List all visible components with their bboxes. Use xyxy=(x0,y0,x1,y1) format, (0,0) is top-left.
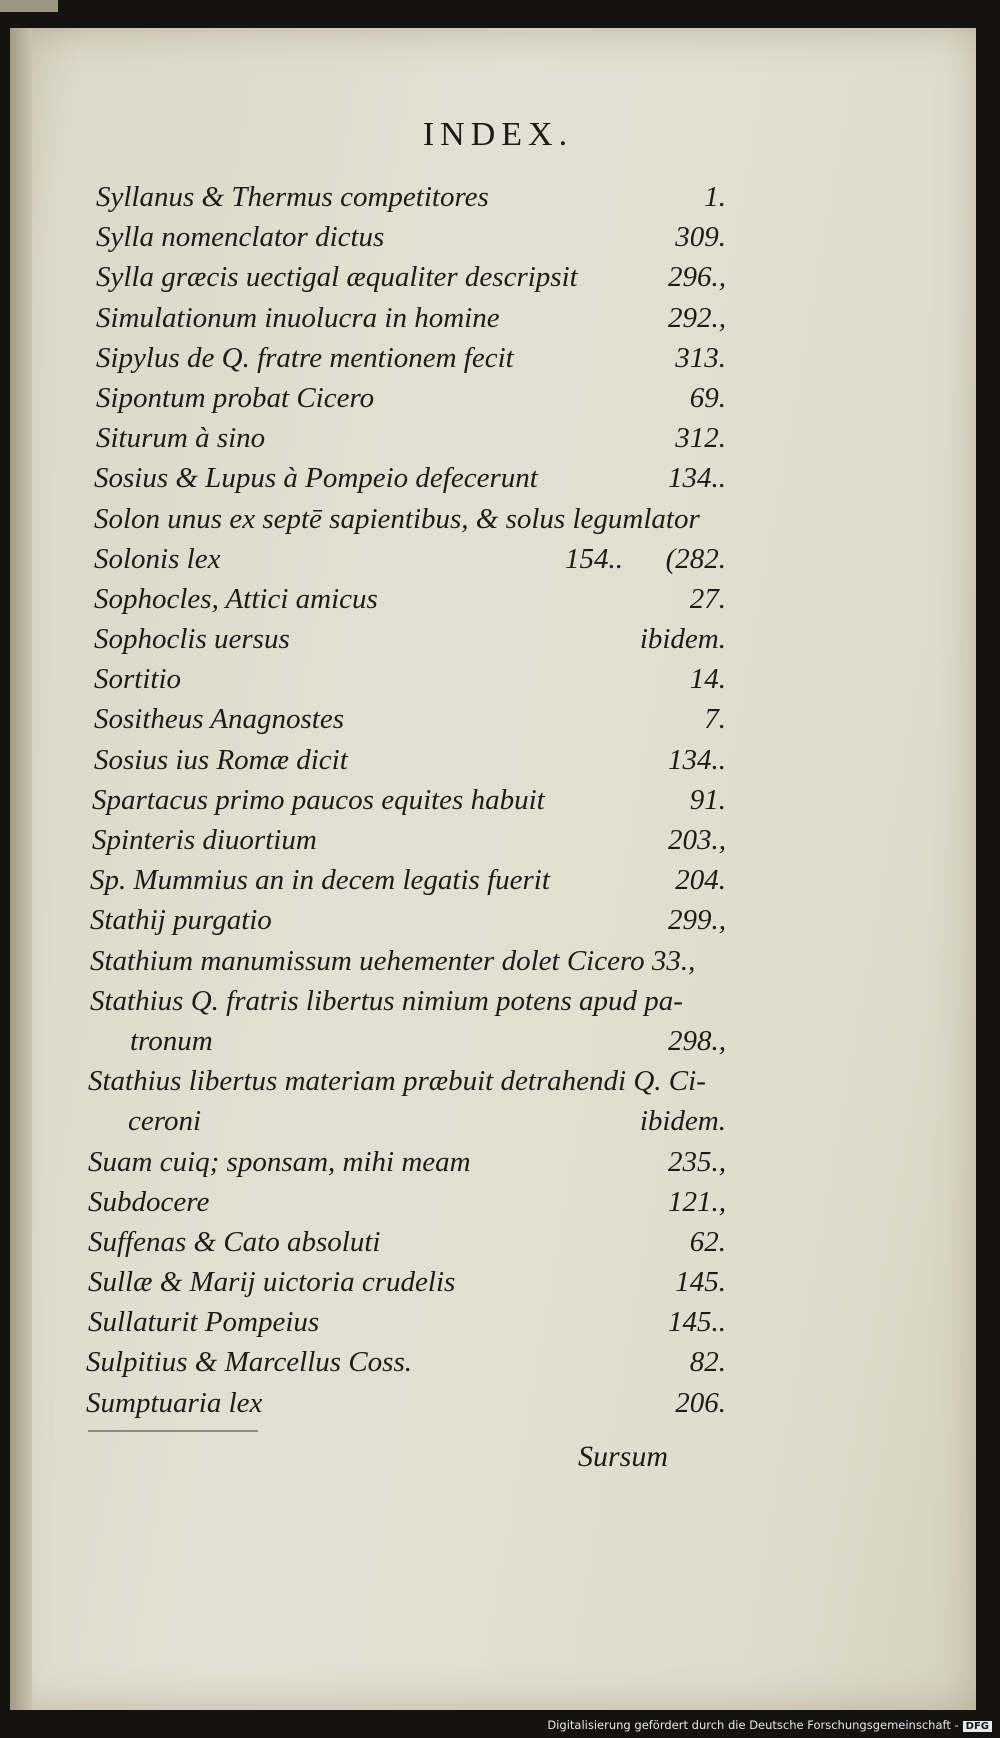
entry-term: Sipontum probat Cicero xyxy=(96,381,375,414)
entry-term: Solonis lex xyxy=(94,542,221,575)
entry-term: Sylla græcis uectigal æqualiter descripsit xyxy=(96,261,578,294)
index-entry xyxy=(10,1143,976,1183)
index-entry xyxy=(10,1263,976,1303)
entry-page-ref: 292., xyxy=(668,301,726,334)
entry-term: Sositheus Anagnostes xyxy=(94,703,344,736)
index-entry xyxy=(10,1343,976,1383)
entry-term: Sullæ & Marij uictoria crudelis xyxy=(88,1266,456,1299)
index-entry xyxy=(10,178,976,218)
entry-term: Solon unus ex septē sapientibus, & solus legumlator xyxy=(94,502,700,535)
entry-page-ref: 27. xyxy=(689,582,726,615)
index-entry xyxy=(10,299,976,339)
index-entry-continuation xyxy=(10,1022,976,1062)
index-entry xyxy=(10,540,976,580)
entry-page-ref: 204. xyxy=(675,864,726,897)
entry-term: Subdocere xyxy=(88,1185,210,1218)
entry-page-ref: (282. xyxy=(665,542,726,575)
entry-page-ref: 313. xyxy=(675,341,726,374)
entry-page-ref: 1. xyxy=(704,181,726,213)
entry-term: Spinteris diuortium xyxy=(92,824,317,856)
entry-page-ref: 309. xyxy=(675,221,726,254)
index-entry xyxy=(10,942,976,982)
index-entries xyxy=(10,178,976,1424)
entry-page-ref: 14. xyxy=(689,663,726,696)
entry-term: Sophoclis uersus xyxy=(94,623,290,656)
index-entry xyxy=(10,901,976,941)
entry-page-ref: 69. xyxy=(689,381,726,414)
index-entry xyxy=(10,580,976,620)
entry-page-ref: 145. xyxy=(675,1266,726,1299)
entry-page-ref: 82. xyxy=(689,1346,726,1379)
entry-term: tronum xyxy=(130,1024,213,1057)
entry-page-ref: 134.. xyxy=(668,743,726,776)
index-entry-continuation xyxy=(10,1102,976,1142)
entry-term: Sosius & Lupus à Pompeio defecerunt xyxy=(94,462,538,495)
entry-term: Spartacus primo paucos equites habuit xyxy=(92,783,545,816)
entry-page-ref: ibidem. xyxy=(639,623,726,656)
entry-term: Sylla nomenclator dictus xyxy=(96,221,385,254)
index-entry xyxy=(10,781,976,821)
entry-term: Siturum à sino xyxy=(96,422,266,455)
index-entry xyxy=(10,1223,976,1263)
index-entry xyxy=(10,982,976,1022)
entry-page-ref: 62. xyxy=(689,1225,726,1258)
entry-term: Stathius Q. fratris libertus nimium potens apud pa- xyxy=(90,984,683,1017)
index-entry xyxy=(10,379,976,419)
index-entry xyxy=(10,1062,976,1102)
entry-term: Simulationum inuolucra in homine xyxy=(96,301,500,334)
index-entry xyxy=(10,660,976,700)
index-entry xyxy=(10,1384,976,1424)
page-heading: INDEX. xyxy=(422,116,574,153)
entry-term: Syllanus & Thermus competitores xyxy=(96,181,489,213)
entry-term: Sortitio xyxy=(94,663,182,696)
index-entry xyxy=(10,419,976,459)
entry-term: Sulpitius & Marcellus Coss. xyxy=(86,1346,412,1379)
entry-page-ref: 7. xyxy=(704,703,726,736)
entry-term: Sumptuaria lex xyxy=(86,1386,263,1419)
index-entry xyxy=(10,500,976,540)
index-entry xyxy=(10,218,976,258)
entry-term: Stathij purgatio xyxy=(90,904,272,937)
dfg-logo: DFG xyxy=(963,1721,992,1732)
digitization-credit xyxy=(547,1718,992,1732)
catchword: Sursum xyxy=(578,1440,669,1473)
index-entry xyxy=(10,258,976,298)
entry-term: Sullaturit Pompeius xyxy=(88,1306,320,1339)
entry-term: Sipylus de Q. fratre mentionem fecit xyxy=(96,341,514,374)
index-entry xyxy=(10,861,976,901)
entry-page-ref: 145.. xyxy=(668,1306,726,1339)
index-entry xyxy=(10,620,976,660)
book-page xyxy=(10,28,976,1710)
index-entry xyxy=(10,1183,976,1223)
entry-page-ref: 296., xyxy=(668,261,726,294)
index-entry xyxy=(10,821,976,861)
entry-page-ref: ibidem. xyxy=(639,1105,726,1138)
entry-page-ref: 312. xyxy=(675,422,726,455)
end-rule xyxy=(88,1430,258,1432)
binding-edge xyxy=(0,0,58,12)
index-entry xyxy=(10,700,976,740)
entry-term: Sp. Mummius an in decem legatis fuerit xyxy=(90,864,550,897)
entry-term: Stathius libertus materiam præbuit detrahendi Q. Ci- xyxy=(88,1065,706,1098)
footer-text: Digitalisierung gefördert durch die Deutsche Forschungsgemeinschaft - xyxy=(547,1718,959,1732)
index-entry xyxy=(10,339,976,379)
entry-term: Sosius ius Romæ dicit xyxy=(94,743,348,776)
entry-page-ref: 298., xyxy=(668,1024,726,1057)
index-entry xyxy=(10,459,976,499)
entry-page-ref: 121., xyxy=(668,1185,726,1218)
entry-term: Stathium manumissum uehementer dolet Cicero 33., xyxy=(90,944,696,977)
entry-page-ref: 203., xyxy=(668,824,726,856)
entry-term: Suam cuiq; sponsam, mihi meam xyxy=(88,1145,471,1178)
entry-term: ceroni xyxy=(128,1105,202,1138)
entry-page-ref-secondary: 154.. xyxy=(565,542,623,575)
entry-page-ref: 299., xyxy=(668,904,726,937)
index-entry xyxy=(10,1303,976,1343)
entry-page-ref: 91. xyxy=(689,783,726,816)
entry-page-ref: 134.. xyxy=(668,462,726,495)
entry-page-ref: 235., xyxy=(668,1145,726,1178)
entry-page-ref: 206. xyxy=(675,1386,726,1419)
entry-term: Suffenas & Cato absoluti xyxy=(88,1225,381,1258)
index-entry xyxy=(10,741,976,781)
entry-term: Sophocles, Attici amicus xyxy=(94,582,378,615)
